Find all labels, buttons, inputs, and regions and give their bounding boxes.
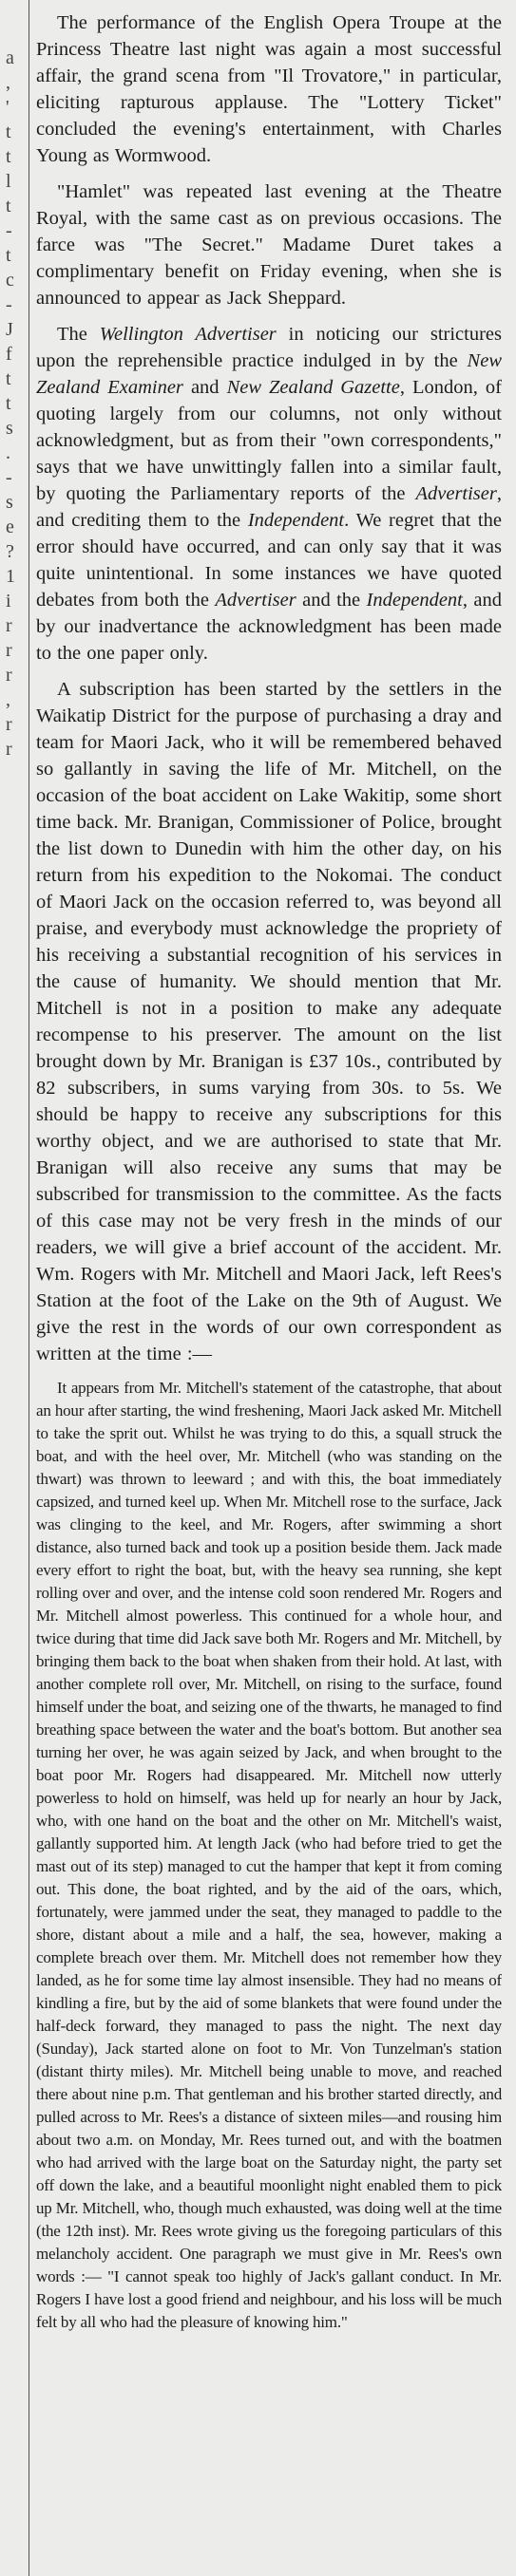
left-column-edge — [0, 0, 29, 2576]
subscription-paragraph: A subscription has been started by the settlers in the Waikatip District for the purpose of purchasing a dray and team for Maori Jack, who it will be remembered behaved so gallantly in saving the life of Mr. Mitchell, on the occasion of the boat accident on Lake Wakitip, some short time back. Mr. Branigan, Commissioner of Police, brought the list down to Dunedin with him the other day, on his return from his expedition to the Nokomai. The conduct of Maori Jack on the occasion referred to, was beyond all praise, and everybody must acknowledge the propriety of his receiving a substantial recognition of his services in the cause of humanity. We should mention that Mr. Mitchell is not in a position to make any adequate recompense to his preserver. The amount on the list brought down by Mr. Branigan is £37 10s., contributed by 82 subscribers, in sums varying from 30s. to 5s. We should be happy to receive any subscriptions for this worthy object, and we are authorised to state that Mr. Branigan will also receive any sums that may be subscribed for transmission to the committee. As the facts of this case may not be very fresh in the minds of our readers, we will give a brief account of the accident. Mr. Wm. Rogers with Mr. Mitchell and Maori Jack, left Rees's Station at the foot of the Lake on the 9th of August. We give the rest in the words of our own correspondent as written at the time :— — [36, 679, 502, 1364]
text-run: The — [57, 324, 100, 345]
text-run: and — [182, 377, 227, 398]
paper-name: New Zealand Examiner — [36, 350, 502, 398]
paper-name: Independent — [366, 590, 463, 611]
paper-name: New Zealand Gazette — [226, 377, 400, 398]
paper-name: Advertiser — [215, 590, 296, 611]
text-run: , and by our inadvertance the acknowledgment has been made to the one paper only. — [36, 590, 502, 664]
wellington-advertiser-paragraph — [36, 321, 502, 667]
cropped-column-fragments: a , ' t t l t - t c - J f t t s . - s e ? 1 i r r r , r r — [6, 47, 15, 760]
text-run: in noticing our strictures upon the reprehensible practice indulged in by the — [36, 324, 502, 371]
text-run: , London, of quoting largely from our columns, not only without acknowledgment, but as from their "own correspondents," says that we have unwittingly fallen into a similar fault, by quoting the Parliamentary reports of the — [36, 377, 502, 504]
text-run: and the — [296, 590, 367, 611]
text-run: , and crediting them to the — [36, 483, 502, 531]
paper-name: Independent — [247, 510, 345, 531]
hamlet-paragraph: "Hamlet" was repeated last evening at the Theatre Royal, with the same cast as on previous occasions. The farce was "The Secret." Madame Duret takes a complimentary benefit on Friday evening, when she is announced to appear as Jack Sheppard. — [36, 181, 502, 309]
opera-troupe-paragraph: The performance of the English Opera Troupe at the Princess Theatre last night was again a most successful affair, the grand scena from "Il Trovatore," in particular, eliciting rapturous applause. The "Lottery Ticket" concluded the evening's entertainment, with Charles Young as Wormwood. — [36, 12, 502, 166]
text-run: . We regret that the error should have occurred, and can only say that it was quite unintentional. In some instances we have quoted debates from both the — [36, 510, 502, 611]
paper-name: Wellington Advertiser — [99, 324, 277, 345]
newspaper-column — [36, 9, 502, 2564]
correspondent-account-paragraph: It appears from Mr. Mitchell's statement of the catastrophe, that about an hour after starting, the wind freshening, Maori Jack asked Mr. Mitchell to take the sprit out. Whilst he was trying to do this, a squall struck the boat, and with the heel over, Mr. Mitchell (who was standing on the thwart) was thrown to leeward ; and with this, the boat immediately capsized, and turned keel up. When Mr. Mitchell rose to the surface, Jack was clinging to the keel, and Mr. Rogers, after swimming a short distance, also turned back and took up a position beside them. Jack made every effort to right the boat, but, with the heavy sea running, she kept rolling over and over, and the intense cold soon rendered Mr. Rogers and Mr. Mitchell almost powerless. This continued for a whole hour, and twice during that time did Jack save both Mr. Rogers and Mr. Mitchell, by bringing them back to the boat when shaken from their hold. At last, with another complete roll over, Mr. Mitchell, on rising to the surface, found himself under the boat, and seizing one of the thwarts, he managed to find breathing space between the water and the boat's bottom. But another sea turning her over, he was again seized by Jack, and when brought to the boat poor Mr. Rogers had disappeared. Mr. Mitchell now utterly powerless to hold on himself, was held up for nearly an hour by Jack, who, with one hand on the boat and the other on Mr. Mitchell's waist, gallantly supported him. At length Jack (who had before tried to get the mast out of its step) managed to cut the hamper that kept it from coming out. This done, the boat righted, and by the aid of the oars, which, fortunately, were jammed under the seat, they managed to paddle to the shore, distant about a mile and a half, the sea, however, making a complete breach over them. Mr. Mitchell does not remember how they landed, as he for some time lay almost insensible. They had no means of kindling a fire, but by the aid of some blankets that were found under the half-deck forward, they managed to pass the night. The next day (Sunday), Jack started alone on foot to Mr. Von Tunzelman's station (distant thirty miles). Mr. Mitchell being unable to move, and reached there about nine p.m. That gentleman and his brother started directly, and pulled across to Mr. Rees's a distance of sixteen miles—and rousing him about two a.m. on Monday, Mr. Rees turned out, and with the boatmen who had arrived with the large boat on the Saturday night, the party set off down the lake, and a beautiful moonlight night enabled them to pick up Mr. Mitchell, who, though much exhausted, was doing well at the time (the 12th inst). Mr. Rees wrote giving us the foregoing particulars of this melancholy accident. One paragraph we must give in Mr. Rees's own words :— "I cannot speak too highly of Jack's gallant conduct. In Mr. Rogers I have lost a good friend and neighbour, and his loss will be much felt by all who had the pleasure of knowing him." — [36, 1379, 502, 2331]
paper-name: Advertiser — [415, 483, 497, 504]
